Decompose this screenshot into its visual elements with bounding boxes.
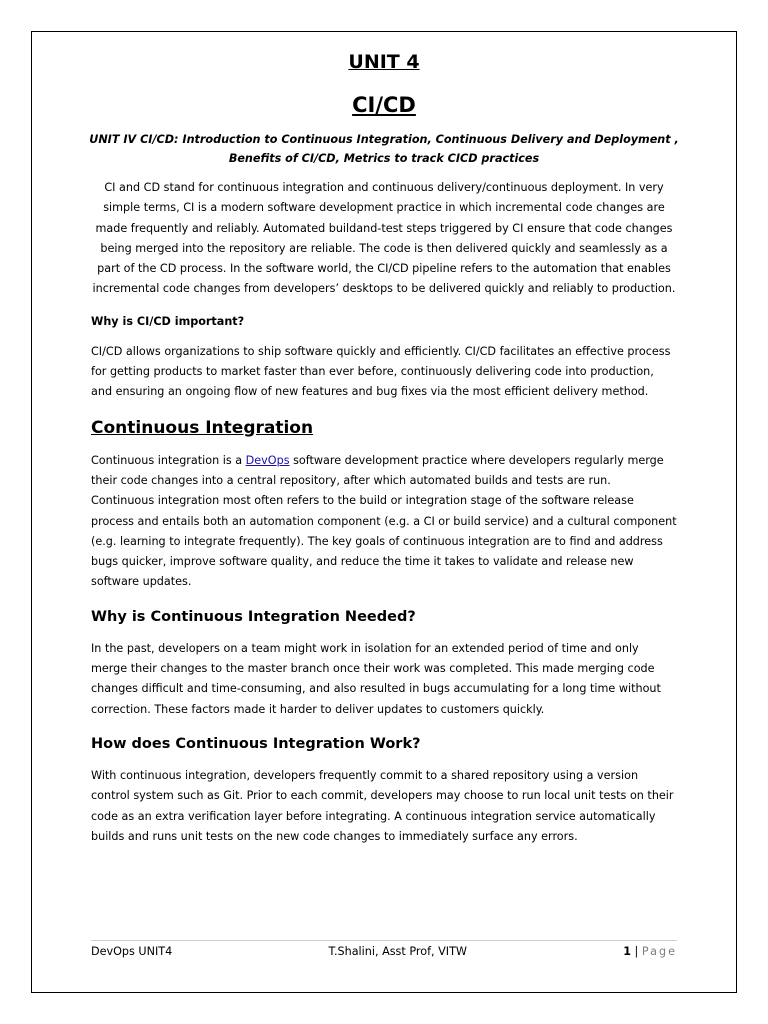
topic-title: CI/CD xyxy=(352,93,416,117)
ci-paragraph-rest: software development practice where developers regularly merge their code changes into a central repository, after which automated builds and tests are run. Continuous integration most often refers to the build or integration stage of the software release process and entails both an automation component (e.g. a CI or build service) and a cultural component (e.g. learning to integrate frequently). The key goals of continuous integration are to find and address bugs quicker, improve software quality, and reduce the time it takes to validate and release new software updates. xyxy=(91,453,677,589)
syllabus-subtitle: UNIT IV CI/CD: Introduction to Continuous Integration, Continuous Delivery and Deployment , Benefits of CI/CD, Metrics to track CICD practices xyxy=(89,133,679,165)
ci-work-paragraph: With continuous integration, developers frequently commit to a shared repository using a version control system such as Git. Prior to each commit, developers may choose to run local unit tests on their code as an extra verification layer before integrating. A continuous integration service automatically builds and runs unit tests on the new code changes to immediately surface any errors. xyxy=(91,768,674,843)
continuous-integration-heading: Continuous Integration xyxy=(91,417,314,438)
why-cicd-paragraph: CI/CD allows organizations to ship software quickly and efficiently. CI/CD facilitates an effective process for getting products to market faster than ever before, continuously delivering code into production, and ensuring an ongoing flow of new features and bug fixes via the most efficient delivery method. xyxy=(91,344,671,399)
ci-paragraph-start: Continuous integration is a xyxy=(91,453,246,467)
page-footer xyxy=(91,940,677,958)
footer-page-indicator xyxy=(623,945,677,958)
why-cicd-heading: Why is CI/CD important? xyxy=(91,314,245,328)
ci-needed-heading: Why is Continuous Integration Needed? xyxy=(91,608,416,625)
ci-needed-paragraph: In the past, developers on a team might work in isolation for an extended period of time and only merge their changes to the master branch once their work was completed. This made merging code changes difficult and time-consuming, and also resulted in bugs accumulating for a long time without correction. These factors made it harder to deliver updates to customers quickly. xyxy=(91,641,661,716)
intro-paragraph: CI and CD stand for continuous integration and continuous delivery/continuous deployment. In very simple terms, CI is a modern software development practice in which incremental code changes are made frequently and reliably. Automated buildand-test steps triggered by CI ensure that code changes being merged into the repository are reliable. The code is then delivered quickly and seamlessly as a part of the CD process. In the software world, the CI/CD pipeline refers to the automation that enables incremental code changes from developers’ desktops to be delivered quickly and reliably to production. xyxy=(92,181,676,296)
devops-link[interactable]: DevOps xyxy=(245,453,290,467)
footer-course: DevOps UNIT4 xyxy=(91,945,173,958)
ci-work-heading: How does Continuous Integration Work? xyxy=(91,735,421,752)
continuous-integration-paragraph xyxy=(91,451,677,593)
page-separator: | xyxy=(631,945,642,958)
document-body xyxy=(91,48,677,847)
footer-author: T.Shalini, Asst Prof, VITW xyxy=(328,945,467,958)
page-word: Page xyxy=(641,945,677,958)
unit-title: UNIT 4 xyxy=(348,51,420,73)
page-number: 1 xyxy=(623,945,631,958)
